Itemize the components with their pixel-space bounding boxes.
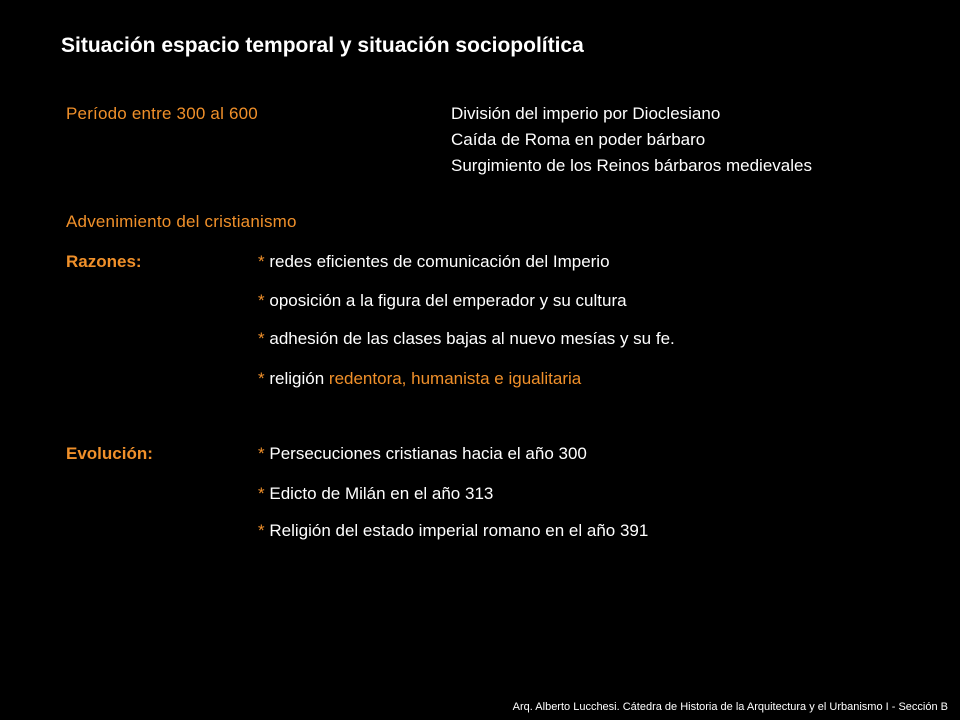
bullet: * xyxy=(258,369,265,388)
advent-heading: Advenimiento del cristianismo xyxy=(66,212,297,231)
slide-title: Situación espacio temporal y situación sociopolítica xyxy=(61,34,584,57)
footer-credit: Arq. Alberto Lucchesi. Cátedra de Historia de la Arquitectura y el Urbanismo I - Sección B xyxy=(512,701,948,713)
reason-text: religión xyxy=(269,369,325,388)
period-event: Surgimiento de los Reinos bárbaros medievales xyxy=(451,156,812,175)
bullet: * xyxy=(258,291,265,310)
reason-text: oposición a la figura del emperador y su cultura xyxy=(269,291,627,310)
period-label: Período entre 300 al 600 xyxy=(66,104,258,123)
reason-text: redes eficientes de comunicación del Imperio xyxy=(269,252,610,271)
bullet: * xyxy=(258,444,265,463)
bullet: * xyxy=(258,252,265,271)
evolution-item xyxy=(258,444,587,464)
evolution-item xyxy=(258,521,648,541)
evolution-text: Persecuciones cristianas hacia el año 300 xyxy=(269,444,587,463)
reason-item xyxy=(258,291,627,311)
evolution-item xyxy=(258,484,493,504)
bullet: * xyxy=(258,329,265,348)
evolution-text: Edicto de Milán en el año 313 xyxy=(269,484,494,503)
period-events xyxy=(451,101,812,179)
reason-item xyxy=(258,369,581,389)
reasons-label: Razones: xyxy=(66,252,142,271)
reason-item xyxy=(258,329,675,349)
reason-highlight: redentora, humanista e igualitaria xyxy=(328,369,582,388)
period-event: Caída de Roma en poder bárbaro xyxy=(451,130,706,149)
reason-text: adhesión de las clases bajas al nuevo mesías y su fe. xyxy=(269,329,675,348)
period-event: División del imperio por Dioclesiano xyxy=(451,104,721,123)
reason-item xyxy=(258,252,610,272)
bullet: * xyxy=(258,484,265,503)
evolution-text: Religión del estado imperial romano en el año 391 xyxy=(269,521,649,540)
evolution-label: Evolución: xyxy=(66,444,153,463)
bullet: * xyxy=(258,521,265,540)
